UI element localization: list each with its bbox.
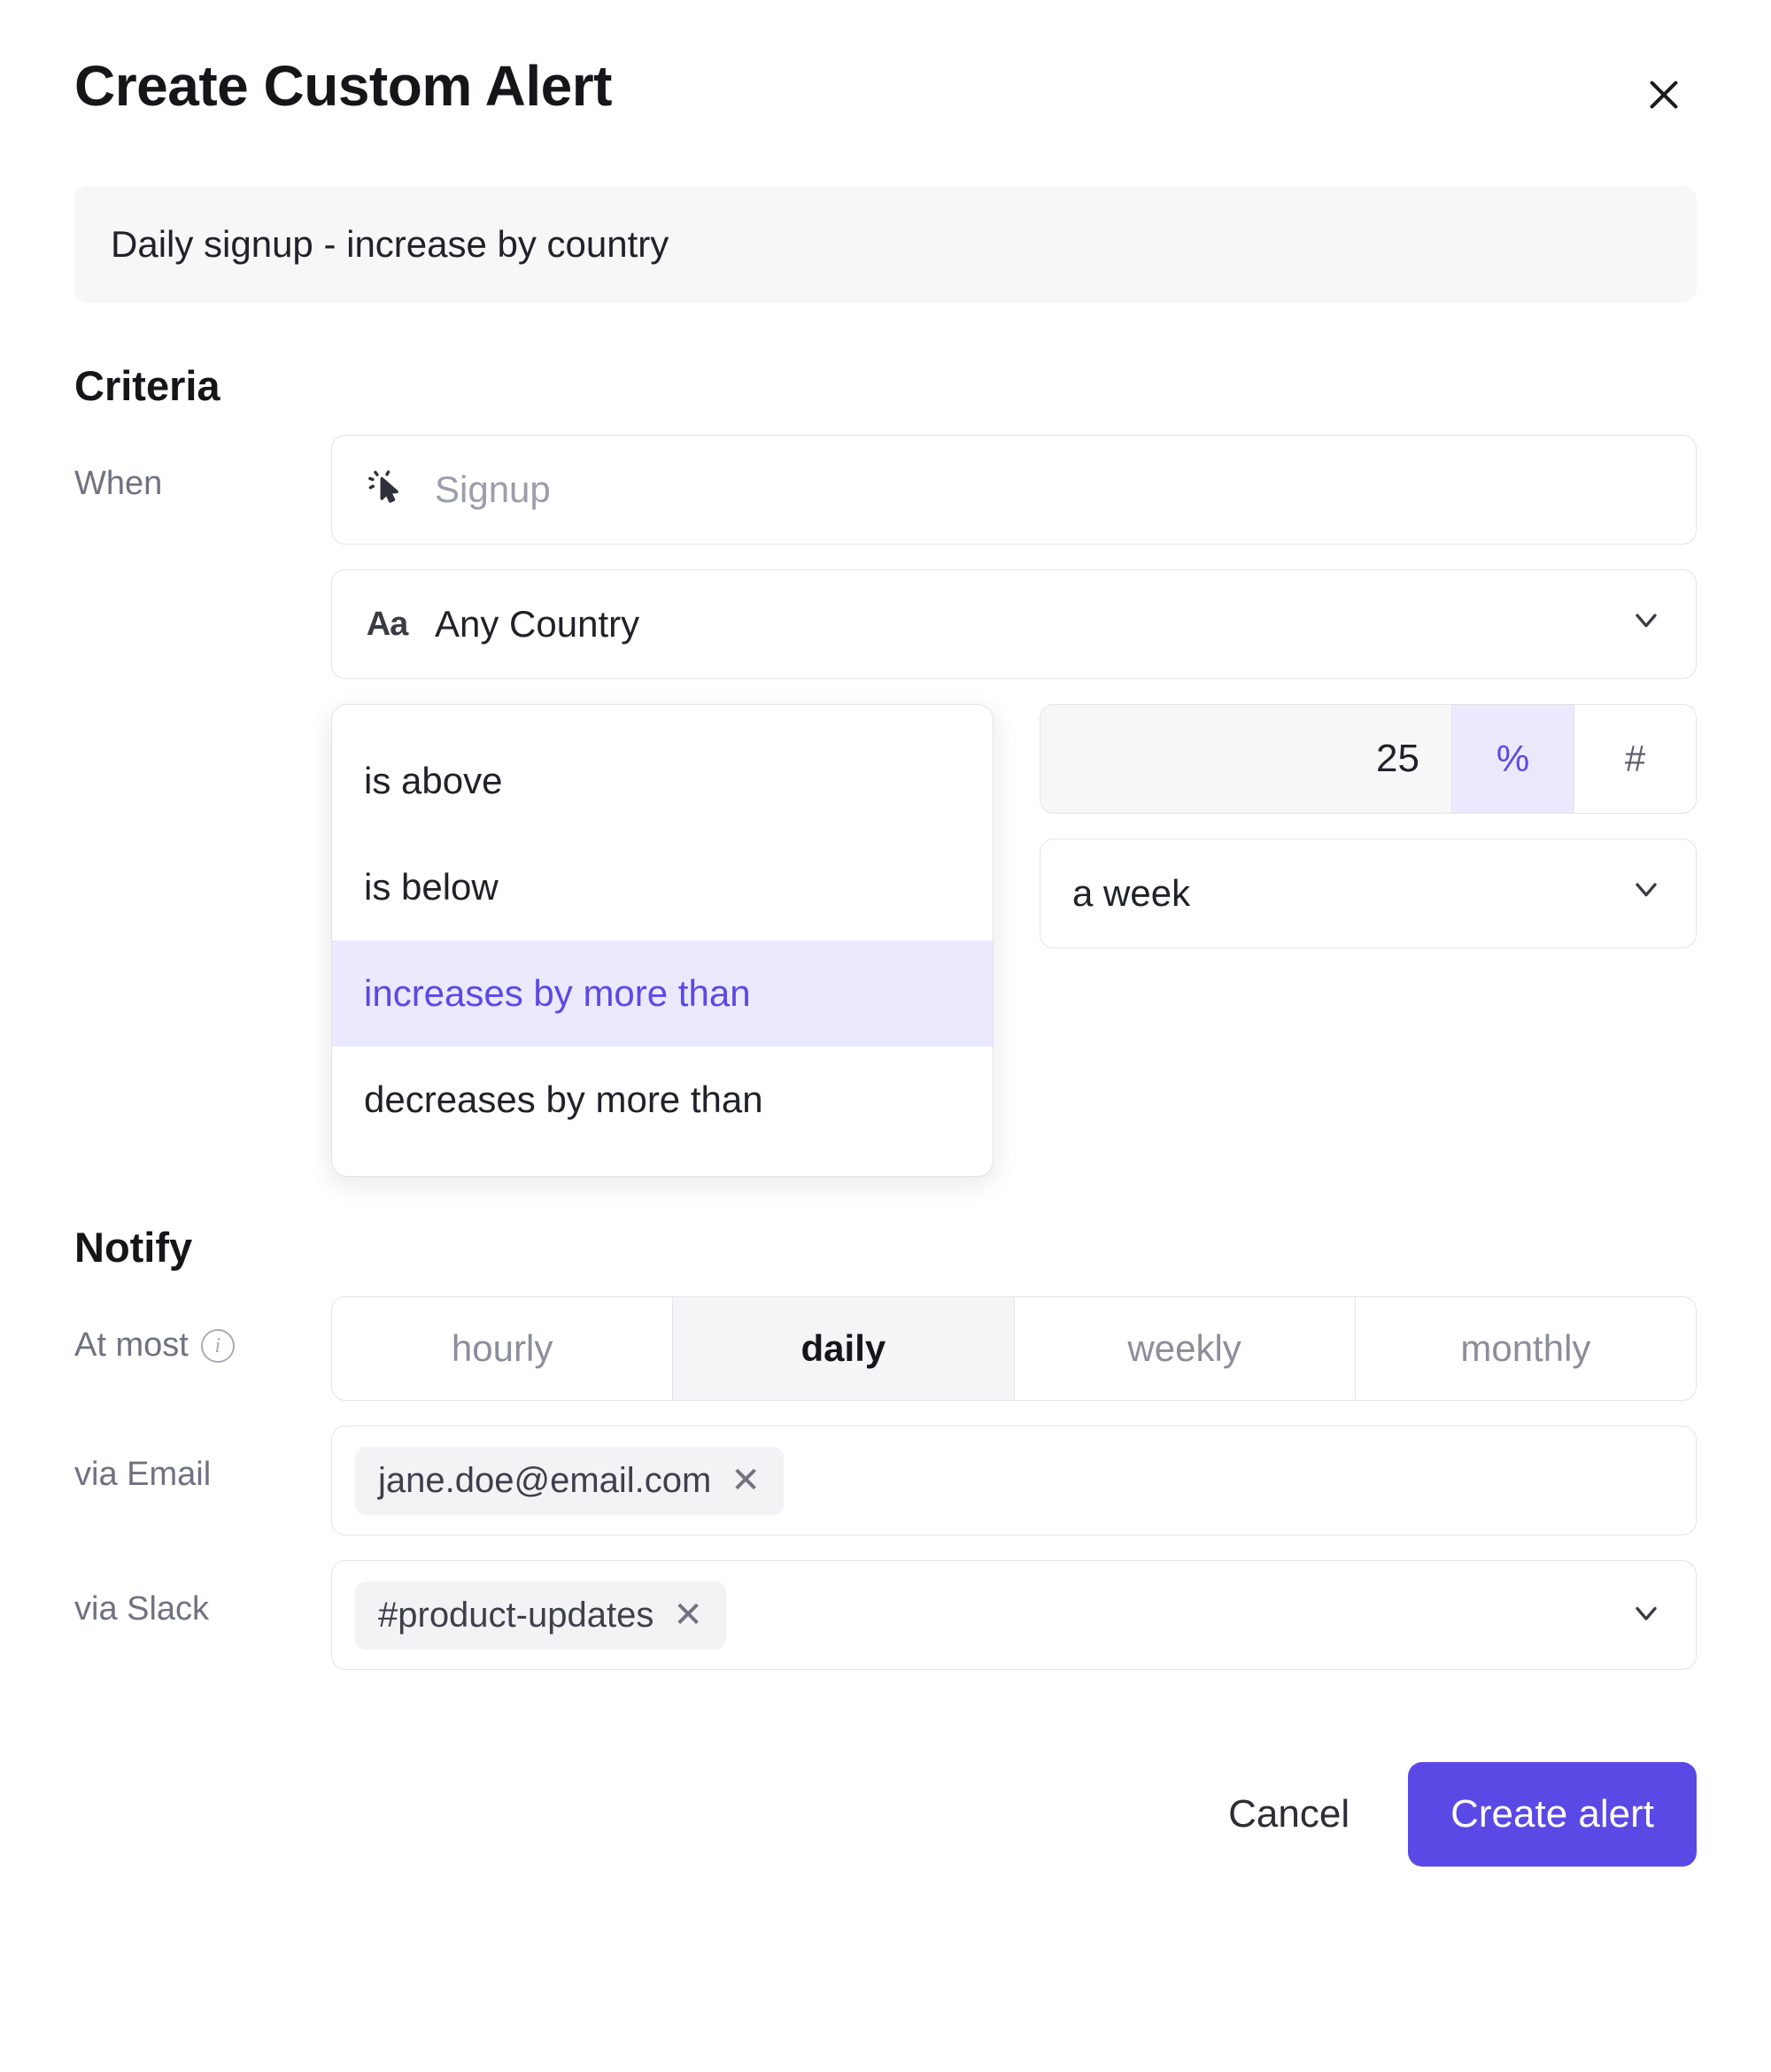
segment-select[interactable] (331, 569, 1697, 679)
frequency-monthly[interactable]: monthly (1356, 1297, 1696, 1400)
chevron-down-icon[interactable] (1628, 602, 1664, 646)
condition-option-increases-by-more-than[interactable]: increases by more than (332, 940, 993, 1047)
close-icon[interactable]: ✕ (673, 1596, 703, 1635)
event-placeholder: Signup (435, 468, 551, 510)
threshold-column (1040, 704, 1697, 948)
condition-option-is-above[interactable]: is above (364, 760, 503, 801)
slack-chip-label: #product-updates (378, 1595, 654, 1635)
event-select[interactable] (331, 435, 1697, 545)
create-alert-button[interactable]: Create alert (1408, 1762, 1697, 1867)
page-title: Create Custom Alert (74, 54, 612, 118)
threshold-unit-percent[interactable]: % (1451, 705, 1574, 813)
criteria-section-title: Criteria (74, 362, 220, 409)
period-select[interactable] (1040, 839, 1697, 948)
at-most-label-text: At most (74, 1326, 189, 1364)
criteria-controls (331, 435, 1697, 1177)
email-chip-label: jane.doe@email.com (378, 1460, 712, 1500)
info-icon[interactable]: i (201, 1329, 235, 1363)
segment-value: Any Country (435, 603, 640, 645)
threshold-unit-count[interactable]: # (1574, 705, 1696, 813)
when-label (74, 435, 331, 503)
slack-select[interactable] (331, 1560, 1697, 1670)
frequency-segmented (331, 1296, 1697, 1401)
frequency-weekly[interactable]: weekly (1015, 1297, 1356, 1400)
slack-label (74, 1560, 331, 1628)
criteria-when-row (74, 435, 1697, 1177)
slack-label-text: via Slack (74, 1590, 210, 1627)
slack-chip (355, 1581, 726, 1650)
period-value: a week (1072, 872, 1191, 914)
slack-row (74, 1560, 1697, 1670)
condition-row (331, 704, 1697, 1177)
email-row (74, 1426, 1697, 1535)
click-cursor-icon (364, 469, 410, 510)
condition-option-is-below[interactable]: is below (364, 866, 499, 908)
dialog-header (74, 0, 1697, 122)
email-chip (355, 1447, 784, 1515)
chevron-down-icon[interactable] (1628, 871, 1664, 916)
slack-control (331, 1560, 1697, 1670)
alert-name-input[interactable] (74, 186, 1697, 303)
close-icon[interactable] (1636, 67, 1691, 122)
alert-name-value: Daily signup - increase by country (111, 223, 669, 265)
condition-dropdown-menu (331, 704, 994, 1177)
condition-dropdown (331, 704, 994, 1177)
threshold-input[interactable]: 25 (1040, 705, 1451, 813)
frequency-daily[interactable]: daily (673, 1297, 1014, 1400)
threshold-control (1040, 704, 1697, 814)
at-most-label (74, 1296, 331, 1365)
notify-section-title: Notify (74, 1224, 193, 1271)
email-label (74, 1426, 331, 1494)
when-label-text: When (74, 465, 163, 502)
email-input[interactable] (331, 1426, 1697, 1535)
dialog-footer (74, 1762, 1697, 1867)
aa-text-icon: Aa (366, 605, 408, 643)
cancel-button[interactable]: Cancel (1219, 1769, 1358, 1859)
email-label-text: via Email (74, 1456, 212, 1493)
condition-option-decreases-by-more-than[interactable]: decreases by more than (364, 1079, 763, 1120)
frequency-hourly[interactable]: hourly (332, 1297, 673, 1400)
email-control (331, 1426, 1697, 1535)
close-icon[interactable]: ✕ (731, 1461, 761, 1500)
frequency-control (331, 1296, 1697, 1401)
chevron-down-icon[interactable] (1628, 1596, 1664, 1635)
at-most-row (74, 1296, 1697, 1401)
